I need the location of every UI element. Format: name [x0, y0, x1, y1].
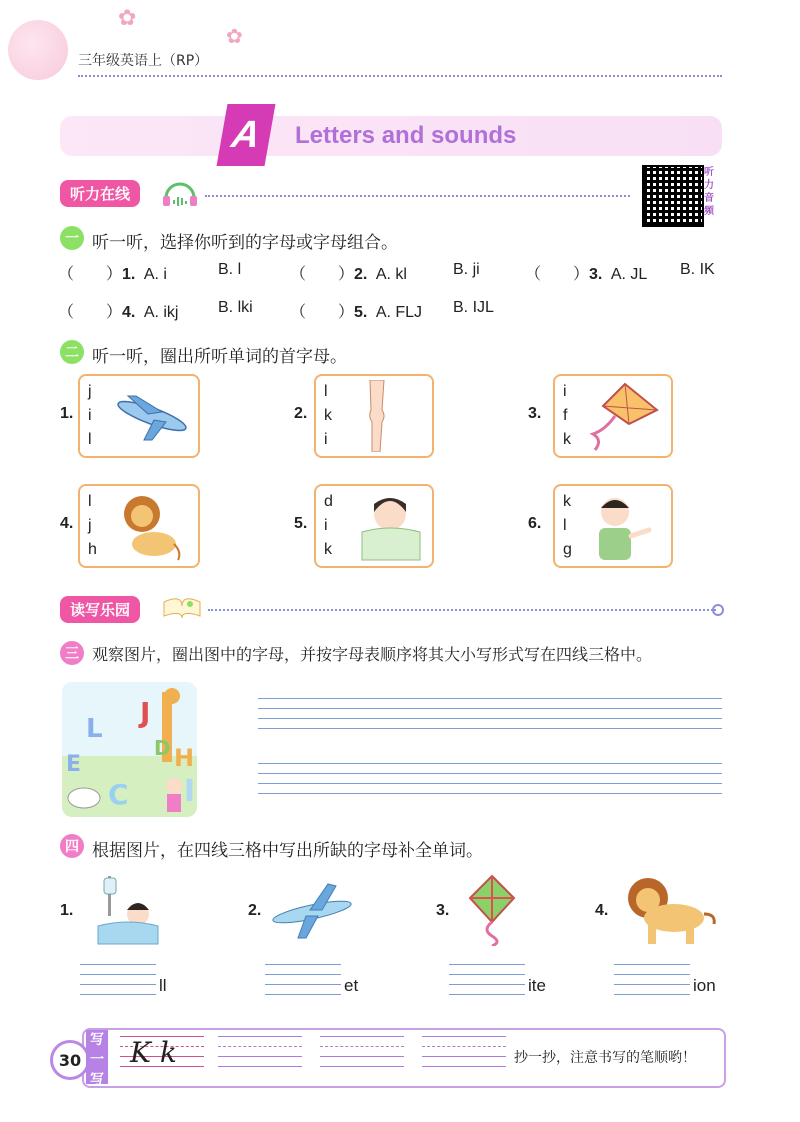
item-number: 2.: [354, 266, 368, 283]
title-letter: A: [217, 104, 276, 166]
q1-instruction: 听一听，选择你听到的字母或字母组合。: [92, 233, 398, 253]
option-b: B. lki: [218, 299, 253, 316]
word-suffix: et: [344, 976, 359, 995]
item-number: 3.: [589, 266, 603, 283]
letter-option[interactable]: k: [563, 431, 571, 448]
kite-icon: [464, 874, 520, 946]
letter-option[interactable]: l: [88, 493, 92, 510]
card-number: 6.: [528, 515, 542, 532]
qr-label: 听力音频: [704, 167, 714, 217]
card-number: 2.: [294, 405, 308, 422]
q3-instruction: 观察图片，圈出图中的字母，并按字母表顺序将其大小写形式写在四线三格中。: [92, 645, 653, 664]
q1-item-1: [58, 261, 167, 284]
letter-option[interactable]: h: [88, 541, 97, 558]
ill-child-icon: [96, 874, 160, 946]
example-letters: K k: [130, 1036, 177, 1069]
letter-option[interactable]: g: [563, 541, 572, 558]
question-badge: 四: [60, 834, 84, 858]
option-a: A. ikj: [143, 304, 179, 321]
letter-option[interactable]: f: [563, 407, 568, 424]
page-number: 30: [50, 1040, 90, 1080]
letter-option[interactable]: j: [88, 517, 92, 534]
kite-icon: [585, 380, 665, 452]
answer-paren[interactable]: （ ）: [290, 266, 355, 283]
header-divider: [78, 75, 722, 77]
scene-letter[interactable]: I: [184, 774, 196, 809]
option-b: B. l: [218, 261, 242, 278]
card-number: 1.: [60, 405, 74, 422]
scene-letter[interactable]: H: [174, 744, 195, 772]
option-a: A. JL: [610, 266, 648, 283]
item-number: 4.: [595, 902, 609, 919]
scene-letter[interactable]: E: [66, 752, 82, 777]
flower-icon: ✿: [226, 24, 243, 48]
q1-item-4: [58, 299, 178, 322]
item-number: 4.: [122, 304, 136, 321]
item-number: 3.: [436, 902, 450, 919]
q4-instruction: 根据图片，在四线三格中写出所缺的字母补全单词。: [92, 841, 483, 861]
scene-letter[interactable]: D: [154, 736, 171, 760]
flower-icon: ✿: [118, 6, 137, 31]
card-number: 4.: [60, 515, 74, 532]
sick-girl-icon: [356, 490, 426, 562]
letter-card: [553, 484, 673, 568]
four-line-grid[interactable]: [80, 964, 156, 995]
running-head: 三年级英语上（RP）: [78, 53, 209, 69]
question-badge: 二: [60, 340, 84, 364]
item-number: 5.: [354, 304, 368, 321]
q1-item-2: [290, 261, 407, 284]
page-title: Letters and sounds: [295, 122, 517, 149]
four-line-grid[interactable]: [320, 1036, 404, 1067]
section-tag-listening: 听力在线: [60, 180, 140, 207]
letter-option[interactable]: j: [88, 383, 92, 400]
qr-code-icon[interactable]: [642, 165, 704, 227]
writing-tip: 抄一抄，注意书写的笔顺哟！: [514, 1050, 696, 1066]
scene-letter[interactable]: C: [108, 778, 129, 811]
four-line-grid[interactable]: [422, 1036, 506, 1067]
option-b: B. ji: [453, 261, 480, 278]
letter-option[interactable]: i: [563, 383, 567, 400]
letters-scene: [62, 682, 197, 817]
header-decoration: [8, 20, 68, 80]
question-badge: 三: [60, 641, 84, 665]
letter-option[interactable]: k: [563, 493, 571, 510]
section-tag-reading: 读写乐园: [60, 596, 140, 623]
letter-option[interactable]: l: [563, 517, 567, 534]
item-number: 1.: [122, 266, 136, 283]
letter-card: [314, 484, 434, 568]
q1-item-3: [525, 261, 647, 284]
letter-option[interactable]: i: [88, 407, 92, 424]
option-a: A. kl: [375, 266, 407, 283]
q1-item-5: [290, 299, 422, 322]
four-line-grid[interactable]: [258, 763, 722, 794]
section-divider: [205, 195, 630, 197]
answer-paren[interactable]: （ ）: [58, 304, 123, 321]
letter-card: [553, 374, 673, 458]
word-suffix: ll: [159, 976, 167, 995]
option-a: A. FLJ: [375, 304, 423, 321]
letter-option[interactable]: i: [324, 517, 328, 534]
question-badge: 一: [60, 226, 84, 250]
letter-option[interactable]: d: [324, 493, 333, 510]
answer-paren[interactable]: （ ）: [290, 304, 355, 321]
scene-letter[interactable]: L: [86, 714, 103, 744]
word-suffix: ion: [693, 976, 716, 995]
letter-card: [78, 374, 200, 458]
open-book-icon: [160, 594, 204, 620]
item-number: 1.: [60, 902, 74, 919]
headphones-icon: [160, 178, 200, 208]
option-a: A. i: [143, 266, 167, 283]
four-line-grid[interactable]: [258, 698, 722, 729]
section-divider: [208, 609, 716, 611]
q2-instruction: 听一听，圈出所听单词的首字母。: [92, 347, 347, 367]
word-suffix: ite: [528, 976, 546, 995]
four-line-grid[interactable]: [449, 964, 525, 995]
four-line-grid[interactable]: [218, 1036, 302, 1067]
write-tag: 写一写: [86, 1030, 108, 1084]
option-b: B. IK: [680, 261, 715, 278]
lion-icon: [114, 490, 184, 562]
card-number: 5.: [294, 515, 308, 532]
option-b: B. IJL: [453, 299, 494, 316]
letter-option[interactable]: i: [324, 431, 328, 448]
letter-option[interactable]: l: [88, 431, 92, 448]
letter-card: [78, 484, 200, 568]
four-line-grid[interactable]: [265, 964, 341, 995]
boy-icon: [589, 490, 663, 562]
card-number: 3.: [528, 405, 542, 422]
item-number: 2.: [248, 902, 262, 919]
airplane-icon: [108, 390, 192, 442]
lion-icon: [620, 874, 720, 946]
letter-option[interactable]: l: [324, 383, 328, 400]
letter-option[interactable]: k: [324, 407, 332, 424]
scene-letter[interactable]: J: [140, 696, 151, 729]
letter-card: [314, 374, 434, 458]
letter-option[interactable]: k: [324, 541, 332, 558]
answer-paren[interactable]: （ ）: [525, 266, 590, 283]
jet-icon: [268, 878, 356, 942]
four-line-grid[interactable]: [614, 964, 690, 995]
answer-paren[interactable]: （ ）: [58, 266, 123, 283]
divider-end-dot: [712, 604, 724, 616]
leg-icon: [362, 380, 392, 452]
